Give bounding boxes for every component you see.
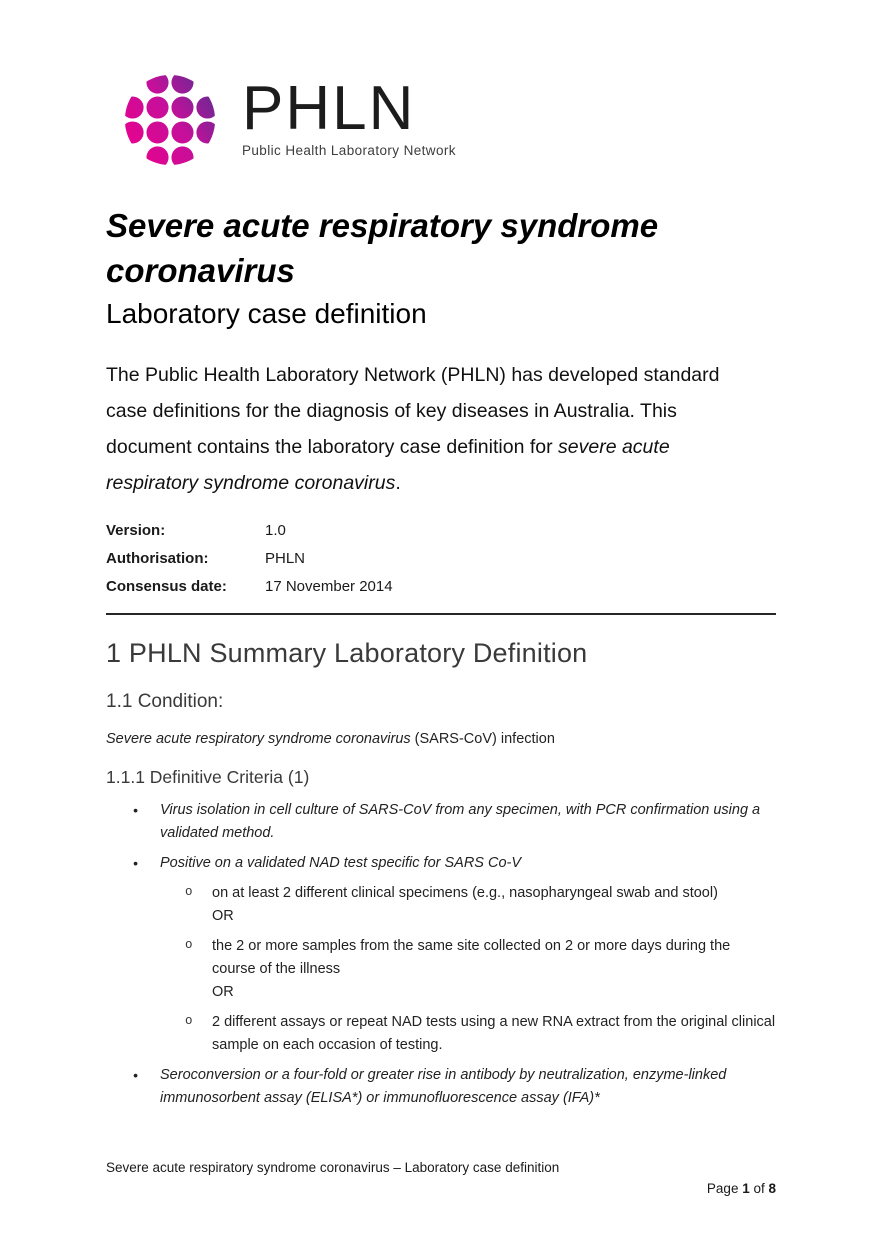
sub-list-item: o on at least 2 different clinical specimens (e.g., nasopharyngeal swab and stool) OR bbox=[106, 882, 777, 928]
intro-line-4: respiratory syndrome coronavirus. bbox=[106, 472, 401, 494]
meta-row-version bbox=[106, 517, 776, 545]
list-item: • Positive on a validated NAD test specific for SARS Co-V bbox=[106, 852, 777, 875]
or-connector: OR bbox=[212, 984, 234, 1000]
phln-logo-text bbox=[242, 74, 456, 158]
document-title-line2: coronavirus bbox=[106, 252, 295, 289]
intro-line-3: document contains the laboratory case definition for severe acute bbox=[106, 436, 670, 458]
document-title-line1: Severe acute respiratory syndrome bbox=[106, 207, 659, 244]
section-heading-1-1-1: 1.1.1 Definitive Criteria (1) bbox=[106, 767, 310, 787]
intro-paragraph bbox=[106, 357, 776, 501]
circle-bullet-icon: o bbox=[185, 938, 193, 952]
section-heading-1-1: 1.1 Condition: bbox=[106, 691, 224, 712]
document-subtitle: Laboratory case definition bbox=[106, 298, 427, 329]
sub-list-item: o 2 different assays or repeat NAD tests using a new RNA extract from the original clinical sample on each occasion of testing. bbox=[106, 1011, 777, 1057]
list-item: • Seroconversion or a four-fold or greater rise in antibody by neutralization, enzyme-linked immunosorbent assay (ELISA*) or immunofluorescence assay (IFA)* bbox=[106, 1064, 777, 1110]
intro-line-2: case definitions for the diagnosis of key diseases in Australia. This bbox=[106, 400, 677, 422]
bullet-icon: • bbox=[133, 855, 138, 871]
page-footer bbox=[106, 1159, 776, 1198]
meta-label: Consensus date: bbox=[106, 578, 227, 595]
condition-text: Severe acute respiratory syndrome coronavirus (SARS-CoV) infection bbox=[106, 731, 555, 747]
meta-value: 17 November 2014 bbox=[265, 578, 393, 595]
footer-page-number: Page 1 of 8 bbox=[706, 1181, 776, 1196]
circle-bullet-icon: o bbox=[185, 1014, 193, 1028]
meta-label: Version: bbox=[106, 522, 166, 539]
bullet-icon: • bbox=[133, 1067, 138, 1083]
or-connector: OR bbox=[212, 908, 234, 924]
list-item: • Virus isolation in cell culture of SARS-CoV from any specimen, with PCR confirmation using a validated method. bbox=[106, 799, 777, 845]
intro-line-1: The Public Health Laboratory Network (PHLN) has developed standard bbox=[106, 364, 720, 386]
meta-row-authorisation bbox=[106, 545, 776, 573]
section-heading-1: 1 PHLN Summary Laboratory Definition bbox=[106, 638, 588, 668]
logo-acronym: PHLN bbox=[242, 74, 416, 143]
horizontal-divider bbox=[106, 613, 776, 615]
meta-label: Authorisation: bbox=[106, 550, 209, 567]
sub-list-item: o the 2 or more samples from the same site collected on 2 or more days during the course of the illness OR bbox=[106, 935, 777, 1004]
footer-document-title: Severe acute respiratory syndrome coronavirus – Laboratory case definition bbox=[106, 1160, 560, 1175]
logo-tagline: Public Health Laboratory Network bbox=[242, 143, 456, 158]
meta-value: 1.0 bbox=[265, 522, 286, 539]
phln-logo bbox=[122, 62, 776, 177]
bullet-icon: • bbox=[133, 802, 138, 818]
document-title bbox=[106, 203, 776, 293]
circle-bullet-icon: o bbox=[185, 885, 193, 899]
phln-logo-dots-icon bbox=[122, 68, 218, 172]
definitive-criteria-list bbox=[106, 799, 776, 1110]
version-metadata bbox=[106, 517, 776, 601]
meta-row-consensus-date bbox=[106, 573, 776, 601]
meta-value: PHLN bbox=[265, 550, 306, 567]
